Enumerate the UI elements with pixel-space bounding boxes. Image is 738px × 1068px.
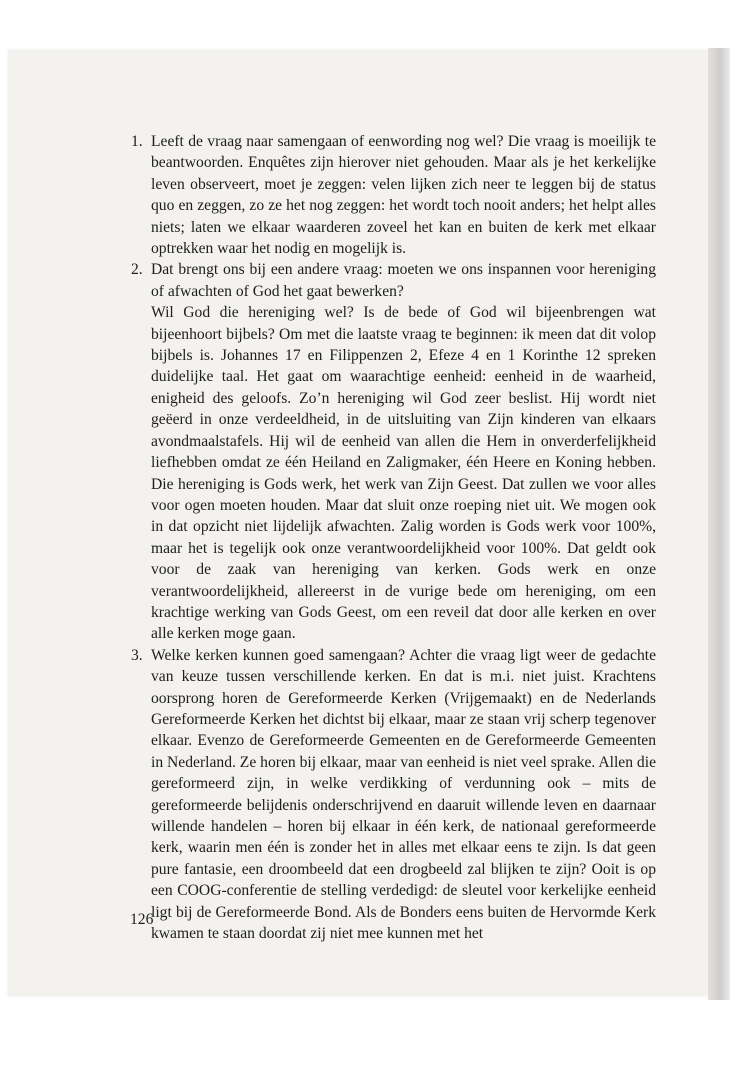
numbered-item-2: [131, 259, 656, 644]
paragraph: Leeft de vraag naar samengaan of eenwording nog wel? Die vraag is moeilijk te beantwoorden. Enquêtes zijn hierover niet gehouden. Maar als je het kerkelijke leven observeert, moet je zeggen: velen lijken zich neer te leggen bij de status quo en zeggen, zo ze het nog zeggen: het wordt toch nooit anders; het helpt alles niets; laten we elkaar waarderen zoveel het kan en buiten de kerk met elkaar optrekken waar het nodig en mogelijk is.: [151, 133, 656, 258]
item-number: 1.: [131, 133, 143, 150]
paragraph: Wil God die hereniging wel? Is de bede of God wil bijeenbrengen wat bijeenhoort bijbels? Om met die laatste vraag te beginnen: ik meen dat dit volop bijbels is. Johannes 17 en Filippenzen 2, Efeze 4 en 1 Korinthe 12 spreken duidelijke taal. Het gaat om waarachtige eenheid: eenheid in de waarheid, enigheid des geloofs. Zo’n hereniging wil God zeer beslist. Hij wordt niet geëerd in onze verdeeldheid, in de uitsluiting van Zijn kinderen van elkaars avondmaalstafels. Hij wil de eenheid van allen die Hem in onverderfelijkheid liefhebben omdat ze één Heiland en Zaligmaker, één Heere en Koning hebben. Die hereniging is Gods werk, het werk van Zijn Geest. Dat zullen we voor alles voor ogen moeten houden. Maar dat sluit onze roeping niet uit. We mogen ook in dat opzicht niet lijdelijk afwachten. Zalig worden is Gods werk voor 100%, maar het is tegelijk ook onze verantwoordelijkheid voor 100%. Dat geldt ook voor de zaak van hereniging van kerken. Gods werk en onze verantwoordelijkheid, allereerst in de vurige bede om hereniging, om een krachtige werking van Gods Geest, om een reveil dat door alle kerken en over alle kerken moge gaan.: [151, 304, 656, 643]
item-number: 2.: [131, 261, 143, 279]
numbered-item-3: [131, 645, 656, 945]
paragraph: Dat brengt ons bij een andere vraag: moeten we ons inspannen voor hereniging of afwachten of God het gaat bewerken?: [151, 261, 656, 300]
body-text: [131, 131, 656, 944]
item-number: 3.: [131, 646, 143, 664]
numbered-item-1: [131, 131, 656, 259]
paragraph: Welke kerken kunnen goed samengaan? Achter die vraag ligt weer de gedachte van keuze tussen verschillende kerken. En dat is m.i. niet juist. Krachtens oorsprong horen de Gereformeerde Kerken (Vrijgemaakt) en de Nederlands Gereformeerde Kerken het dichtst bij elkaar, maar ze staan vrij scherp tegenover elkaar. Evenzo de Gereformeerde Gemeenten en de Gereformeerde Gemeenten in Nederland. Ze horen bij elkaar, maar van eenheid is niet veel sprake. Allen die gereformeerd zijn, in welke verdikking of verdunning ook – mits de gereformeerde belijdenis onderschrijvend en daaruit willende leven en daarnaar willende handelen – horen bij elkaar in één kerk, de nationaal gereformeerde kerk, waarin men één is zonder het in alles met elkaar eens te zijn. Is dat geen pure fantasie, een droombeeld dat een drogbeeld zal blijken te zijn? Ooit is op een COOG-conferentie de stelling verdedigd: de sleutel voor kerkelijke eenheid ligt bij de Gereformeerde Bond. Als de Bonders eens buiten de Hervormde Kerk kwamen te staan doordat zij niet mee kunnen met het: [151, 646, 656, 943]
page-number: 126: [130, 911, 154, 928]
page-edge-shadow: [708, 48, 730, 1000]
